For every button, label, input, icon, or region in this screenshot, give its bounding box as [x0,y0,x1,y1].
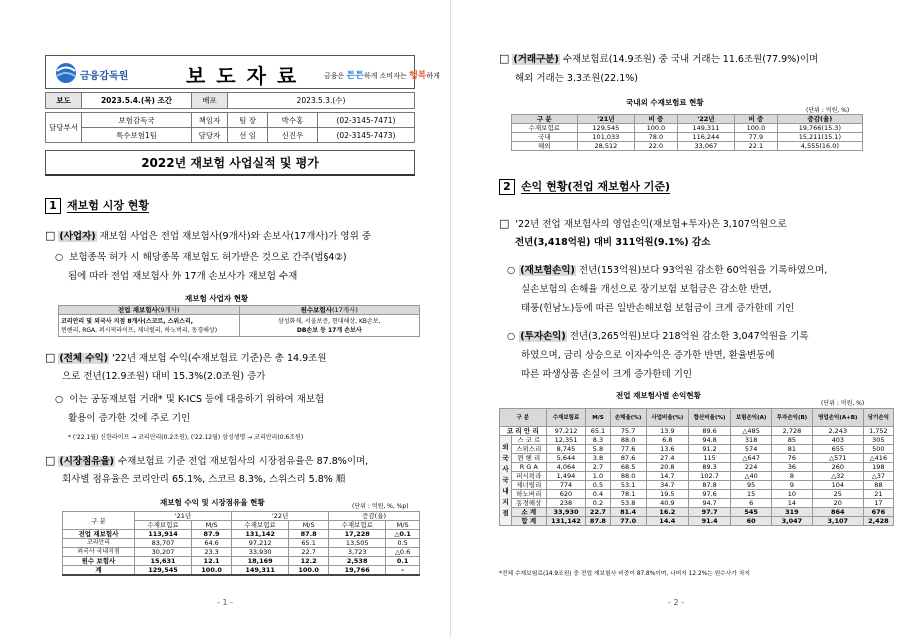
table-row: 퍼시픽라 1,494 1.0 88.0 14.7 102.7 △40 8 △32 △37 [500,472,894,481]
page-number: - 2 - [668,598,684,607]
sub-bullet-reins-pl-2: 실손보험의 손해율 개선으로 장기보험 보험금은 감소한 반면, [521,284,772,295]
square-bullet-icon: □ [45,351,56,364]
bullet-operating: □ '22년 전업 재보험사의 영업손익(재보험+투자)은 3,107억원으로 [499,217,787,230]
table-3 [511,114,863,151]
table-3-title: 국내외 수재보험료 현황 [626,98,704,107]
org-name: 금융감독원 [80,71,129,82]
table-2: 구 분 '21년 '22년 증감(율) 수재보험료 M/S 수재보험료 M/S 수재보험료 M/S 전업 재보험사 113,914 87.9 131,142 87.8 17,228 △0.1 코리안리 83,707 64.6 97,212 65.1 13,505 0.5 외국사 국내지점 30,207 23.3 33,930 22.7 3,723 △0.6 원수 보험사 15,631 12.1 18,169 12.2 2,538 0.1 계 129,545 100.0 149,311 100.0 19,766 - [62,511,420,576]
table-row: 외국사 국내지점 스 코 르 12,351 8.3 88.0 6.8 94.8 318 85 403 305 [500,436,894,445]
table-row: 제너럴리 774 0.5 53.1 34.7 87.8 95 9 104 88 [500,481,894,490]
section-2-heading: 2 손익 현황(전업 재보험사 기준) [499,178,670,195]
page-number: - 1 - [217,598,233,607]
table-3-body [512,124,863,151]
sub-bullet-invest-pl-2: 하였으며, 금리 상승으로 이자수익은 증가한 반면, 환율변동에 [521,350,775,361]
table-1-title: 재보험 사업자 현황 [185,294,249,303]
table-1: 전업 재보험사(9개사) 원수보험사(17개사) 코리안리 및 외국사 지점 8개사(스코르, 스위스리, 뮌헨리, RGA, 퍼시픽라이프, 제너럴리, 하노버리, 동경해상) 삼성화재, 서울보증, 현대해상, KB손보, DB손보 등 17개 손보사 [58,305,420,337]
contact-table: 담당부서 보험감독국 책임자 팀 장 박수홍 (02-3145-7471) 특수보험1팀 담당자 선 임 신진우 (02-3145-7473) [45,112,415,143]
table-4-note: *전체 수재보험료(14.9조원) 중 전업 재보험사 비중이 87.8%이며, 나머지 12.2%는 원수사가 차지 [499,571,751,577]
table-4-title: 전업 재보험사별 손익현황 [616,391,701,400]
table-4-body [500,427,894,526]
table-row: 국내 101,033 78.0 116,244 77.9 15,211(15.1) [512,133,863,142]
table-row: 전업 재보험사 113,914 87.9 131,142 87.8 17,228 △0.1 [63,530,420,539]
table-3-header: 구 분 '21년 비 중 '22년 비 중 증감(율) [512,115,863,124]
table-4-unit: (단위 : 억원, %) [821,400,865,407]
page-title: 2022년 재보험 사업실적 및 평가 [45,150,415,176]
sub-bullet-license: ○ 보험종목 허가 시 해당종목 재보험도 허가받은 것으로 간주(법§4②) [55,252,347,263]
table-3-unit: (단위 : 억원, %) [806,107,850,114]
circle-bullet-icon: ○ [507,265,516,276]
group-label-foreign: 외국사 국내지점 [500,436,512,526]
table-row: R G A 4,064 2.7 68.5 20.8 89.3 224 36 260 198 [500,463,894,472]
doc-title: 보 도 자 료 [186,64,299,88]
bullet-revenue-cont: 으로 전년(12.9조원) 대비 15.3%(2.0조원) 증가 [62,371,266,382]
meta-table: 보도 2023.5.4.(목) 조간 배포 2023.5.3.(수) [45,92,415,109]
table-row: 계 129,545 100.0 149,311 100.0 19,766 - [63,566,420,576]
bullet-trade-type-cont: 해외 거래는 3.3조원(22.1%) [515,73,638,84]
footnote-revenue: * ('22.1월) 신한라이프 → 코리안리(0.2조원), ('22.12월) 삼성생명 → 코리안리(0.6조원) [68,434,304,441]
bullet-share-cont: 회사별 점유율은 코리안리 65.1%, 스코르 8.3%, 스위스리 5.8% 順 [62,474,346,485]
sub-bullet-reason: ○ 이는 공동재보험 거래* 및 K-ICS 등에 대응하기 위하여 재보험 [55,394,325,405]
table-4 [499,408,894,526]
bullet-operating-cont: 전년(3,418억원) 대비 311억원(9.1%) 감소 [515,237,711,248]
square-bullet-icon: □ [45,229,56,242]
circle-bullet-icon: ○ [507,331,516,342]
page-2 [450,0,900,637]
table-row: 스위스리 8,745 5.8 77.6 13.6 91.2 574 81 655 500 [500,445,894,454]
bullet-business: □ (사업자) 재보험 사업은 전업 재보험사(9개사)와 손보사(17개사)가 영위 중 [45,229,371,242]
circle-bullet-icon: ○ [55,252,64,263]
bullet-share: □ (시장점유율) 수재보험료 기준 전업 재보험사의 시장점유율은 87.8%이며, [45,454,369,467]
square-bullet-icon: □ [45,454,56,467]
square-bullet-icon: □ [499,52,510,65]
table-2-unit: (단위 : 억원, %, %p) [352,503,409,510]
table-row: 하노버리 620 0.4 78.1 19.5 97.6 15 10 25 21 [500,490,894,499]
table-row: 원수 보험사 15,631 12.1 18,169 12.2 2,538 0.1 [63,557,420,566]
sub-bullet-invest-pl: ○ (투자손익) 전년(3,265억원)보다 218억원 감소한 3,047억원을 기록 [507,331,809,342]
table-2-body [63,530,420,576]
section-1-heading: 1 재보험 시장 현황 [45,197,149,214]
sub-bullet-reins-pl-3: 태풍(힌남노)등에 따른 일반손해보험 보험금이 크게 증가한데 기인 [521,303,795,314]
table-row: 수재보험료 129,545 100.0 149,311 100.0 19,766(15.3) [512,124,863,133]
table-row: 소 계 33,930 22.7 81.4 16.2 97.7 545 319 864 676 [500,508,894,517]
table-4-header: 구 분 수재보험료 M/S 손해율(%) 사업비율(%) 합산비율(%) 보험손익(A) 투자손익(B) 영업손익(A+B) 당기손익 [500,409,894,427]
circle-bullet-icon: ○ [55,394,64,405]
square-bullet-icon: □ [499,217,510,230]
slogan: 금융은 튼튼하게 소비자는 행복하게 [324,71,440,81]
fss-logo-icon [54,62,78,84]
table-row: 뮌 헨 리 5,644 3.8 87.6 27.4 115 △647 76 △571 △416 [500,454,894,463]
sub-bullet-invest-pl-3: 따른 파생상품 손실이 크게 증가한데 기인 [521,369,693,380]
press-header [45,55,440,89]
table-2-title: 재보험 수익 및 시장점유율 현황 [160,498,265,507]
table-row: 코 리 안 리 97,212 65.1 75.7 13.9 89.6 △485 2,728 2,243 1,752 [500,427,894,436]
bullet-trade-type: □ (거래구분) 수재보험료(14.9조원) 중 국내 거래는 11.6조원(77.9%)이며 [499,52,819,65]
sub-bullet-reason-cont: 활용이 증가한 것에 주로 기인 [68,413,191,424]
table-row: 동경해상 238 0.2 53.8 40.9 94.7 6 14 20 17 [500,499,894,508]
table-row: 합 계 131,142 87.8 77.0 14.4 91.4 60 3,047 3,107 2,428 [500,517,894,526]
table-row: 해외 28,512 22.0 33,067 22.1 4,555(16.0) [512,142,863,151]
table-row: 코리안리 83,707 64.6 97,212 65.1 13,505 0.5 [63,539,420,548]
bullet-revenue: □ (전체 수익) '22년 재보험 수익(수재보험료 기준)은 총 14.9조원 [45,351,327,364]
table-row: 외국사 국내지점 30,207 23.3 33,930 22.7 3,723 △0.6 [63,548,420,557]
sub-bullet-license-cont: 됨에 따라 전업 재보험사 外 17개 손보사가 재보험 수재 [68,271,298,282]
sub-bullet-reins-pl: ○ (재보험손익) 전년(153억원)보다 93억원 감소한 60억원을 기록하였으며, [507,265,828,276]
